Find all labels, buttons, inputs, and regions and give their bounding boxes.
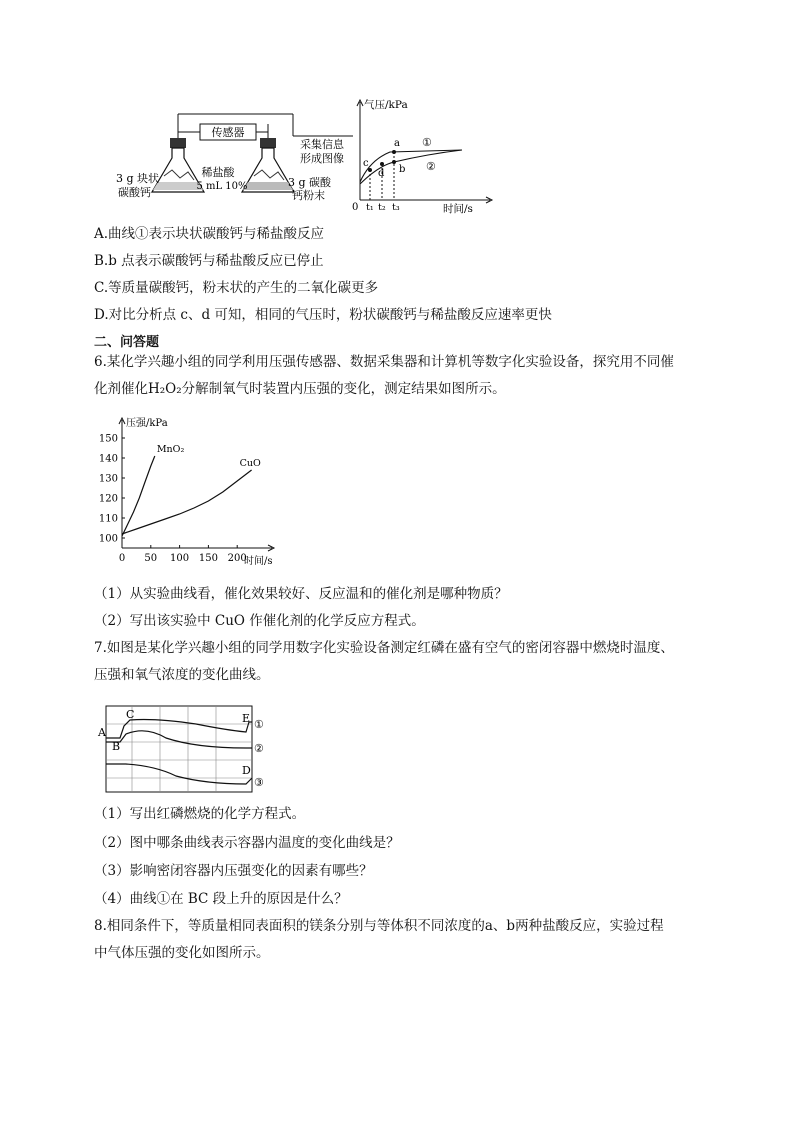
- curve-2: [360, 150, 462, 184]
- point-b: b: [399, 164, 406, 175]
- q6-line1: 6.某化学兴趣小组的同学利用压强传感器、数据采集器和计算机等数字化实验设备，探究用不同催: [94, 354, 674, 370]
- q6-xtick-label: 150: [198, 553, 218, 564]
- sensor-label: 传感器: [211, 126, 245, 139]
- q7-curve-1-label: ①: [254, 718, 264, 731]
- apparatus-figure: [108, 96, 498, 214]
- fig1-ylabel: 气压/kPa: [364, 99, 408, 111]
- fig1-origin: 0: [352, 202, 359, 213]
- right-label-1: 3 g 碳酸: [288, 176, 332, 189]
- curve-1: [360, 150, 462, 182]
- q7-label-a: A: [98, 726, 106, 739]
- option-b: B.b 点表示碳酸钙与稀盐酸反应已停止: [94, 253, 324, 269]
- q6-line2: 化剂催化H₂O₂分解制氧气时装置内压强的变化，测定结果如图所示。: [94, 381, 506, 397]
- curve-1-label: ①: [422, 136, 432, 149]
- acid-label-2: 5 mL 10%: [196, 181, 248, 192]
- q6-xtick-label: 100: [170, 553, 190, 564]
- q7-line2: 压强和氧气浓度的变化曲线。: [94, 667, 270, 683]
- option-a: A.曲线①表示块状碳酸钙与稀盐酸反应: [94, 226, 325, 242]
- q6-series-label-0: MnO₂: [156, 444, 185, 455]
- fig1-tick-t3: t₃: [392, 202, 400, 213]
- q6-ytick-label: 120: [98, 493, 118, 505]
- q6-ytick-label: 140: [98, 453, 118, 465]
- q6-pressure-chart: [94, 412, 284, 572]
- q7-label-d: D: [242, 764, 251, 777]
- q6-ytick-label: 100: [98, 533, 118, 545]
- q6-sub1: （1）从实验曲线看，催化效果较好、反应温和的催化剂是哪种物质？: [94, 586, 508, 602]
- right-label-2: 钙粉末: [292, 189, 325, 202]
- q6-series-label-1: CuO: [239, 458, 261, 469]
- q7-curve-2-label: ②: [254, 742, 264, 755]
- q8-line1: 8.相同条件下，等质量相同表面积的镁条分别与等体积不同浓度的a、b两种盐酸反应，实验过程: [94, 918, 664, 934]
- q7-sub3: （3）影响密闭容器内压强变化的因素有哪些？: [94, 863, 373, 879]
- fig1-tick-t1: t₁: [366, 202, 374, 213]
- pressure-time-chart: [352, 98, 492, 214]
- fig1-tick-t2: t₂: [378, 202, 386, 213]
- left-label-2: 碳酸钙: [118, 186, 151, 199]
- left-label-1: 3 g 块状: [116, 172, 160, 185]
- point-c: c: [363, 158, 369, 169]
- q6-ylabel: 压强/kPa: [126, 418, 168, 429]
- fig1-xlabel: 时间/s: [443, 203, 473, 214]
- q6-xlabel: 时间/s: [244, 556, 273, 567]
- option-c: C.等质量碳酸钙，粉末状的产生的二氧化碳更多: [94, 280, 379, 296]
- q7-sub1: （1）写出红磷燃烧的化学方程式。: [94, 806, 306, 822]
- q6-ytick-label: 130: [98, 473, 118, 485]
- q6-series-line-1: [122, 470, 252, 534]
- q7-sub4: （4）曲线①在 BC 段上升的原因是什么？: [94, 891, 348, 907]
- collect-label-2: 形成图像: [300, 152, 344, 165]
- q7-label-b: B: [112, 740, 121, 753]
- q7-line1: 7.如图是某化学兴趣小组的同学用数字化实验设备测定红磷在盛有空气的密闭容器中燃烧时温度、: [94, 640, 674, 656]
- q6-xtick-label: 0: [118, 553, 126, 564]
- q6-xtick-label: 200: [227, 553, 247, 564]
- q7-sub2: （2）图中哪条曲线表示容器内温度的变化曲线是？: [94, 835, 400, 851]
- q8-line2: 中气体压强的变化如图所示。: [94, 945, 270, 961]
- right-flask: [242, 138, 294, 192]
- q7-curve-3-label: ③: [254, 776, 264, 789]
- q7-curves-figure: [96, 702, 276, 798]
- option-d: D.对比分析点 c、d 可知，相同的气压时，粉状碳酸钙与稀盐酸反应速率更快: [94, 307, 552, 323]
- point-a: a: [394, 138, 400, 149]
- collect-label-1: 采集信息: [300, 138, 344, 151]
- q7-label-c: C: [126, 708, 135, 721]
- acid-label-1: 稀盐酸: [201, 166, 235, 179]
- q6-xtick-label: 50: [144, 553, 158, 564]
- curve-2-label: ②: [426, 160, 436, 173]
- section-heading: 二、问答题: [94, 335, 160, 350]
- q6-sub2: （2）写出该实验中 CuO 作催化剂的化学反应方程式。: [94, 613, 425, 629]
- q7-label-e: E: [242, 712, 251, 725]
- point-d: d: [378, 168, 385, 179]
- q6-ytick-label: 110: [98, 513, 118, 525]
- q6-ytick-label: 150: [98, 433, 118, 445]
